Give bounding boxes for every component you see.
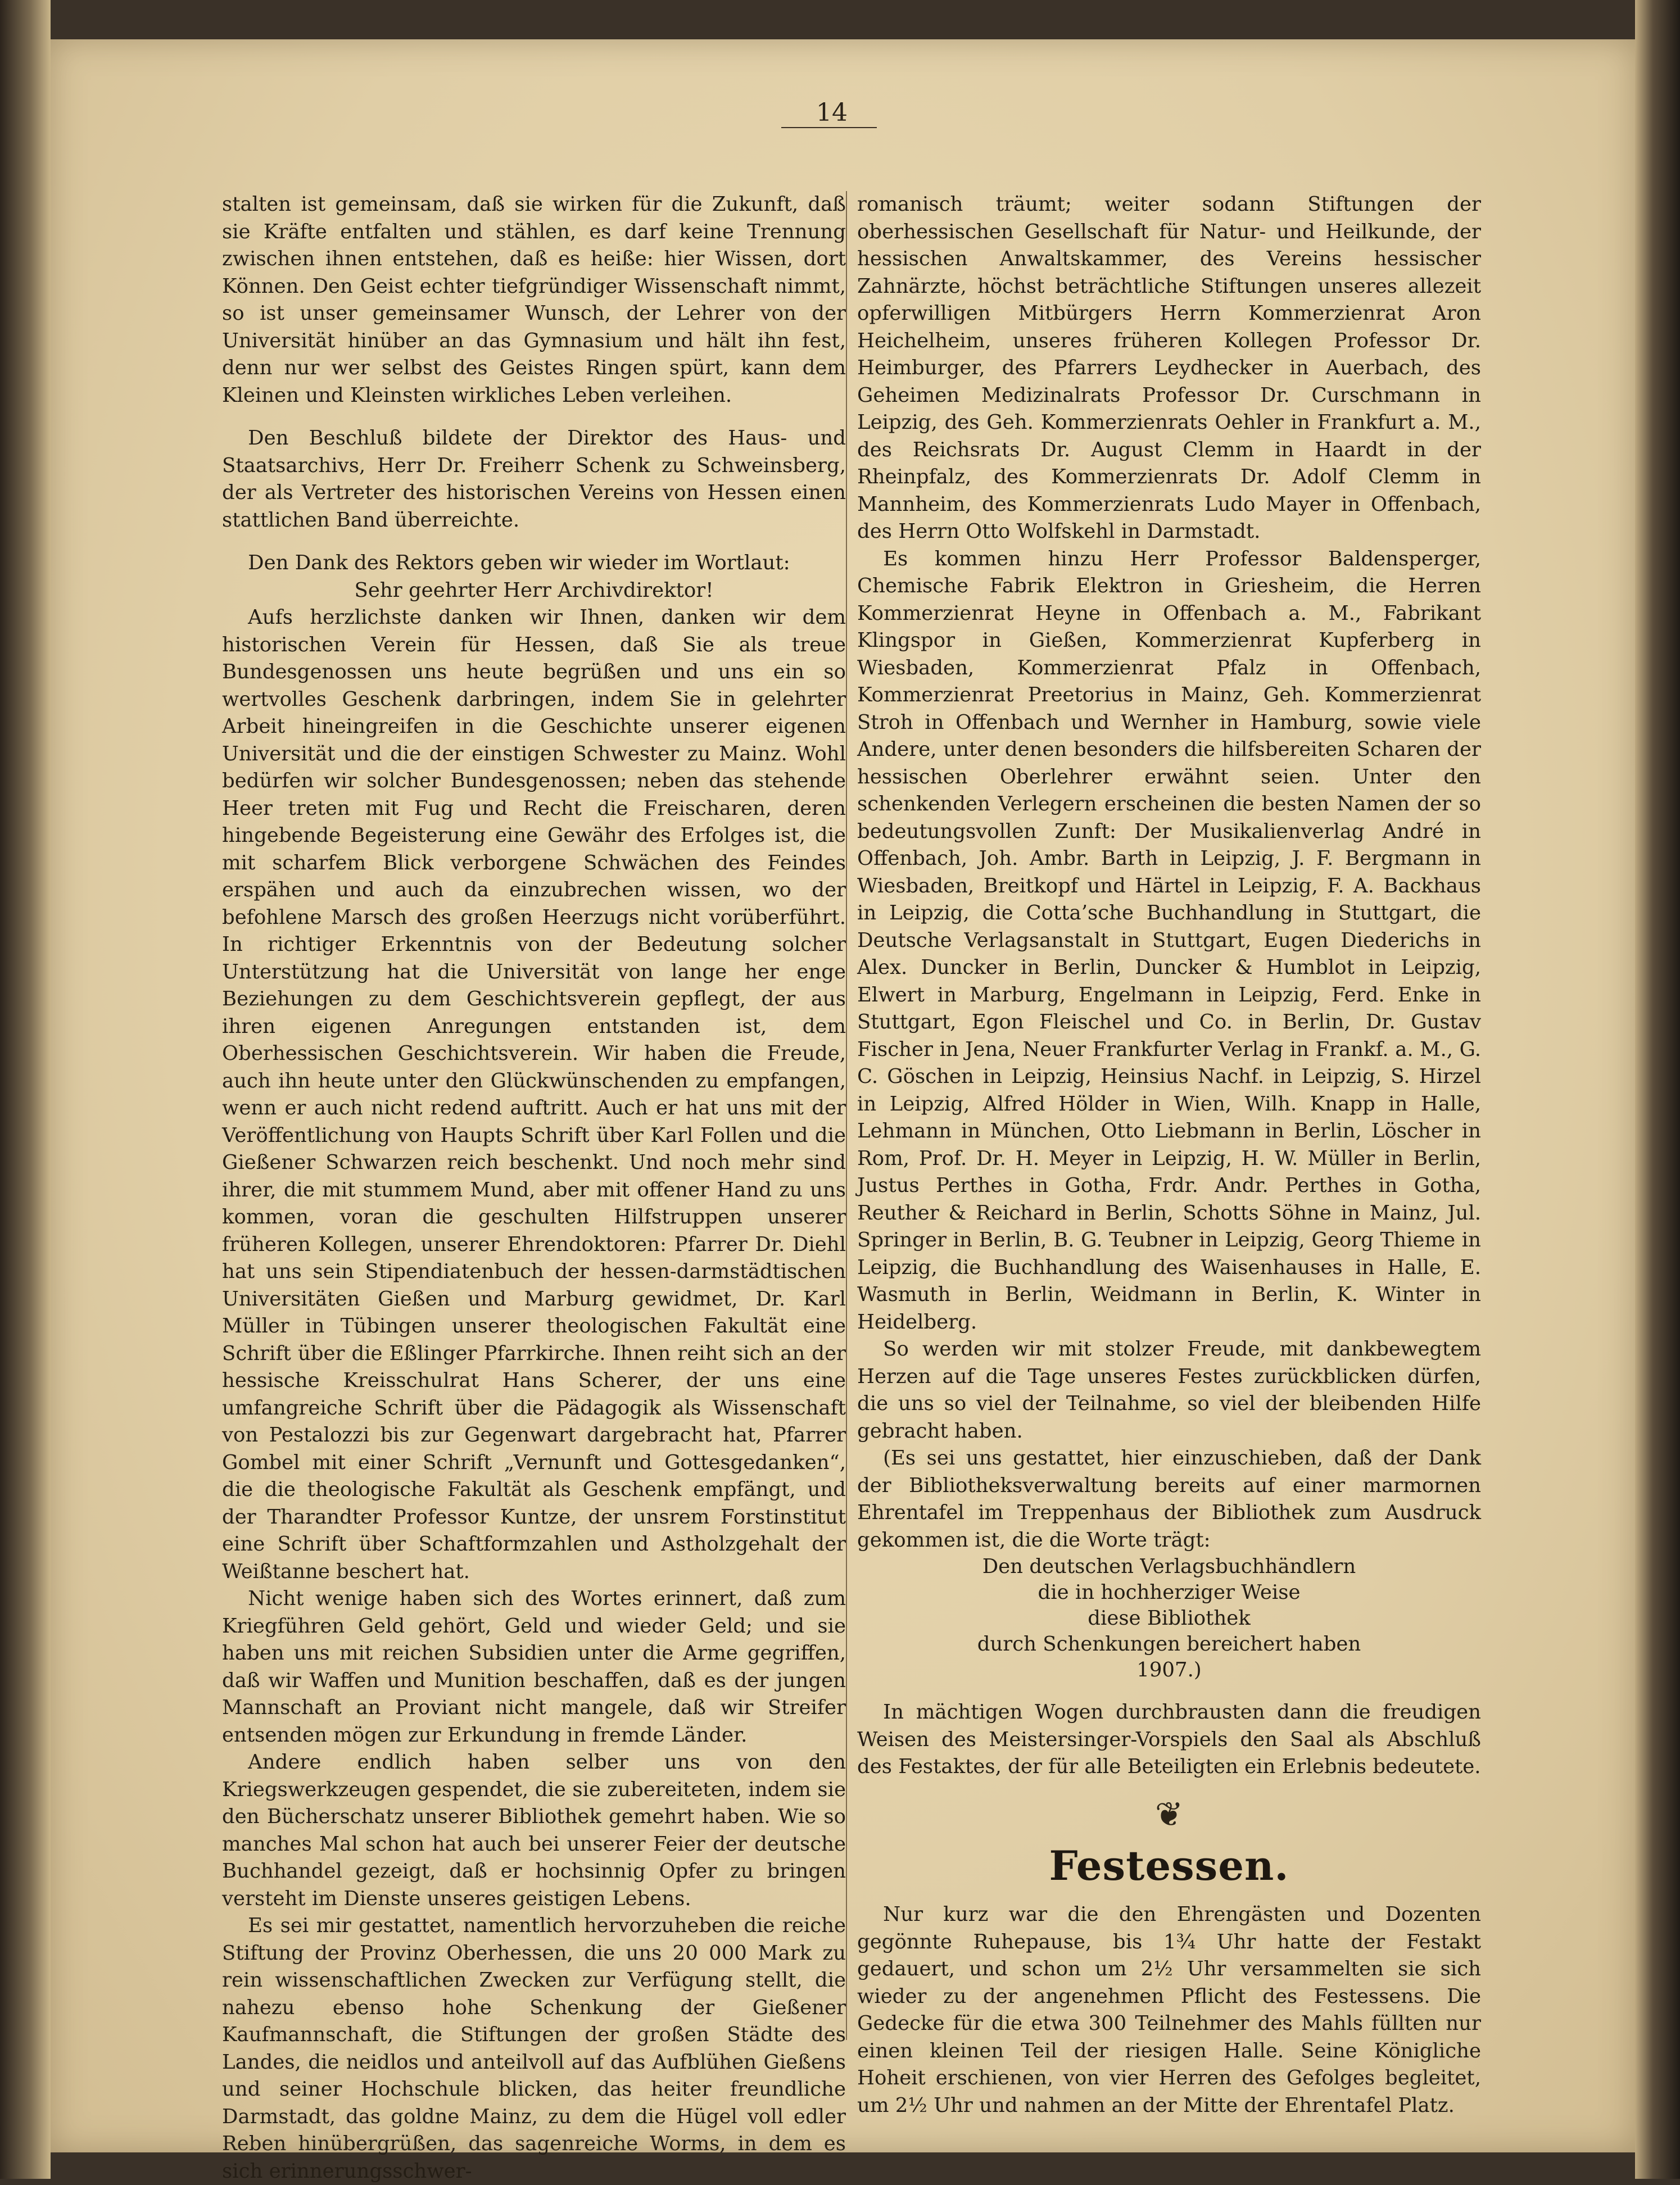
- paragraph: stalten ist gemeinsam, daß sie wirken für die Zukunft, daß sie Kräfte entfalten und stählen, es darf keine Trennung zwischen ihnen entstehen, daß es heiße: hier Wissen, dort Können. Den Geist echter tiefgründiger Wissenschaft nimmt, so ist unser gemeinsamer Wunsch, der Lehrer von der Universität hinüber an das Gymnasium und hält ihn fest, denn nur wer selbst des Geistes Ringen spürt, kann dem Kleinen und Kleinsten wirkliches Leben verleihen.: [222, 193, 846, 407]
- page-number: 14: [816, 98, 848, 127]
- paragraph: In mächtigen Wogen durchbrausten dann die freudigen Weisen des Meistersinger-Vorspiels den Saal als Abschluß des Festaktes, der für alle Beteiligten ein Erlebnis bedeutete.: [857, 1701, 1481, 1778]
- right-column: [857, 191, 1481, 2119]
- book-edge-right: [1635, 0, 1680, 2179]
- paragraph: Nicht wenige haben sich des Wortes erinnert, daß zum Kriegführen Geld gehört, Geld und wieder Geld; und sie haben uns mit reichen Subsidien unter die Arme gegriffen, daß wir Waffen und Munition beschaffen, daß es der jungen Mannschaft an Proviant nicht mangele, daß wir Streifer entsenden mögen zur Erkundung in fremde Länder.: [222, 1587, 846, 1747]
- paragraph: romanisch träumt; weiter sodann Stiftungen der oberhessischen Gesellschaft für Natur- und Heilkunde, der hessischen Anwaltskammer, des Vereins hessischer Zahnärzte, höchst beträchtliche Stiftungen unseres allezeit opferwilligen Mitbürgers Herrn Kommerzienrat Aron Heichelheim, unseres früheren Kollegen Professor Dr. Heimburger, des Pfarrers Leydhecker in Auerbach, des Geheimen Medizinalrats Professor Dr. Curschmann in Leipzig, des Geh. Kommerzienrats Oehler in Frankfurt a. M., des Reichsrats Dr. August Clemm in Haardt in der Rheinpfalz, des Kommerzienrats Dr. Adolf Clemm in Mannheim, des Kommerzienrats Ludo Mayer in Offenbach, des Herrn Otto Wolfskehl in Darmstadt.: [857, 193, 1481, 543]
- section-heading: Festessen.: [1049, 1842, 1289, 1889]
- page-number-underline: [781, 127, 877, 128]
- inscription-line: Den deutschen Verlagsbuchhändlern: [982, 1555, 1356, 1578]
- paragraph: Andere endlich haben selber uns von den Kriegswerkzeugen gespendet, die sie zubereiteten, indem sie den Bücherschatz unserer Bibliothek gemehrt haben. Wie so manches Mal schon hat auch bei unserer Feier der deutsche Buchhandel gezeigt, daß er hochsinnig Opfer zu bringen versteht im Dienste unseres geistigen Lebens.: [222, 1751, 846, 1910]
- paragraph: Nur kurz war die den Ehrengästen und Dozenten gegönnte Ruhepause, bis 1¾ Uhr hatte der Festakt gedauert, und schon um 2½ Uhr versammelten sie sich wieder zu der angenehmen Pflicht des Festessens. Die Gedecke für die etwa 300 Teilnehmer des Mahls füllten nur einen kleinen Teil der riesigen Halle. Seine Königliche Hoheit erschienen, von vier Herren des Gefolges begleitet, um 2½ Uhr und nahmen an der Mitte der Ehrentafel Platz.: [857, 1903, 1481, 2117]
- inscription-line: 1907.): [1136, 1658, 1202, 1681]
- ornament-icon: ❦: [1154, 1794, 1184, 1834]
- inscription-line: diese Bibliothek: [1088, 1607, 1251, 1630]
- inscription-line: die in hochherziger Weise: [1038, 1581, 1301, 1604]
- paragraph: Es kommen hinzu Herr Professor Baldensperger, Chemische Fabrik Elektron in Griesheim, die Herren Kommerzienrat Heyne in Offenbach a. M., Fabrikant Klingspor in Gießen, Kommerzienrat Kupferberg in Wiesbaden, Kommerzienrat Pfalz in Offenbach, Kommerzienrat Preetorius in Mainz, Geh. Kommerzienrat Stroh in Offenbach und Wernher in Hamburg, sowie viele Andere, unter denen besonders die hilfsbereiten Scharen der hessischen Oberlehrer erwähnt seien. Unter den schenkenden Verlegern erscheinen die besten Namen der so bedeutungsvollen Zunft: Der Musikalienverlag André in Offenbach, Joh. Ambr. Barth in Leipzig, J. F. Bergmann in Wiesbaden, Breitkopf und Härtel in Leipzig, F. A. Backhaus in Leipzig, die Cotta’sche Buchhandlung in Stuttgart, die Deutsche Verlagsanstalt in Stuttgart, Eugen Diederichs in Alex. Duncker in Berlin, Duncker & Humblot in Leipzig, Elwert in Marburg, Engelmann in Leipzig, Ferd. Enke in Stuttgart, Egon Fleischel und Co. in Berlin, Dr. Gustav Fischer in Jena, Neuer Frankfurter Verlag in Frankf. a. M., G. C. Göschen in Leipzig, Heinsius Nachf. in Leipzig, S. Hirzel in Leipzig, Alfred Hölder in Wien, Wilh. Knapp in Halle, Lehmann in München, Otto Liebmann in Berlin, Löscher in Rom, Prof. Dr. H. Meyer in Leipzig, H. W. Müller in Berlin, Justus Perthes in Gotha, Frdr. Andr. Perthes in Gotha, Reuther & Reichard in Berlin, Schotts Söhne in Mainz, Jul. Springer in Berlin, B. G. Teubner in Leipzig, Georg Thieme in Leipzig, die Buchhandlung des Waisenhauses in Halle, E. Wasmuth in Berlin, Weidmann in Berlin, K. Winter in Heidelberg.: [857, 547, 1481, 1334]
- paragraph: (Es sei uns gestattet, hier einzuschieben, daß der Dank der Bibliotheksverwaltung bereits auf einer marmornen Ehrentafel im Treppenhaus der Bibliothek zum Ausdruck gekommen ist, die die Worte trägt:: [857, 1447, 1481, 1552]
- paragraph: Es sei mir gestattet, namentlich hervorzuheben die reiche Stiftung der Provinz Oberhessen, die uns 20 000 Mark zu rein wissenschaftlichen Zwecken zur Verfügung stellt, die nahezu ebenso hohe Schenkung der Gießener Kaufmannschaft, die Stiftungen der großen Städte des Landes, die neidlos und anteilvoll auf das Aufblühen Gießens und seiner Hochschule blicken, das heiter freundliche Darmstadt, das goldne Mainz, zu dem die Hügel voll edler Reben hinübergrüßen, das sagenreiche Worms, in dem es sich erinnerungsschwer-: [222, 1914, 846, 2183]
- left-column: [222, 191, 846, 2185]
- paragraph: So werden wir mit stolzer Freude, mit dankbewegtem Herzen auf die Tage unseres Festes zurückblicken dürfen, die uns so viel der Teilnahme, so viel der bleibenden Hilfe gebracht haben.: [857, 1338, 1481, 1443]
- inscription-line: durch Schenkungen bereichert haben: [977, 1633, 1361, 1656]
- paragraph: Den Beschluß bildete der Direktor des Haus- und Staatsarchivs, Herr Dr. Freiherr Schenk zu Schweinsberg, der als Vertreter des historischen Vereins von Hessen einen stattlichen Band überreichte.: [222, 427, 846, 532]
- paragraph: Aufs herzlichste danken wir Ihnen, danken wir dem historischen Verein für Hessen, daß Sie als treue Bundesgenossen uns heute begrüßen und uns ein so wertvolles Geschenk darbringen, indem Sie in gelehrter Arbeit hineingreifen in die Geschichte unserer eigenen Universität und die der einstigen Schwester zu Mainz. Wohl bedürfen wir solcher Bundesgenossen; neben das stehende Heer treten mit Fug und Recht die Freischaren, deren hingebende Begeisterung eine Gewähr des Erfolges ist, die mit scharfem Blick verborgene Schwächen des Feindes erspähen und auch da einzubrechen wissen, wo der befohlene Marsch des großen Heerzugs nicht vorüberführt. In richtiger Erkenntnis von der Bedeutung solcher Unterstützung hat die Universität von lange her enge Beziehungen zu dem Geschichtsverein gepflegt, der aus ihren eigenen Anregungen entstanden ist, dem Oberhessischen Geschichtsverein. Wir haben die Freude, auch ihn heute unter den Glückwünschenden zu empfangen, wenn er auch nicht redend auftritt. Auch er hat uns mit der Veröffentlichung von Haupts Schrift über Karl Follen und die Gießener Schwarzen reich beschenkt. Und noch mehr sind ihrer, die mit stummem Mund, aber mit offener Hand zu uns kommen, voran die geschulten Hilfstruppen unserer früheren Kollegen, unserer Ehrendoktoren: Pfarrer Dr. Diehl hat uns sein Stipendiatenbuch der hessen-darmstädtischen Universitäten Gießen und Marburg gewidmet, Dr. Karl Müller in Tübingen unserer theologischen Fakultät eine Schrift über die Eßlinger Pfarrkirche. Ihnen reiht sich an der hessische Kreisschulrat Hans Scherer, der uns eine umfangreiche Schrift über die Pädagogik als Wissenschaft von Pestalozzi bis zur Gegenwart dargebracht hat, Pfarrer Gombel mit einer Schrift „Vernunft und Gottesgedanken“, die die theologische Fakultät als Geschenk empfängt, und der Tharandter Professor Kuntze, der unsrem Forstinstitut eine Schrift über Schaftformzahlen und Astholzgehalt der Weißtanne beschert hat.: [222, 606, 846, 1583]
- salutation: Sehr geehrter Herr Archivdirektor!: [354, 578, 714, 602]
- paragraph: Den Dank des Rektors geben wir wieder im Wortlaut:: [248, 551, 790, 574]
- column-divider: [846, 191, 847, 2040]
- book-edge-left: [0, 0, 51, 2179]
